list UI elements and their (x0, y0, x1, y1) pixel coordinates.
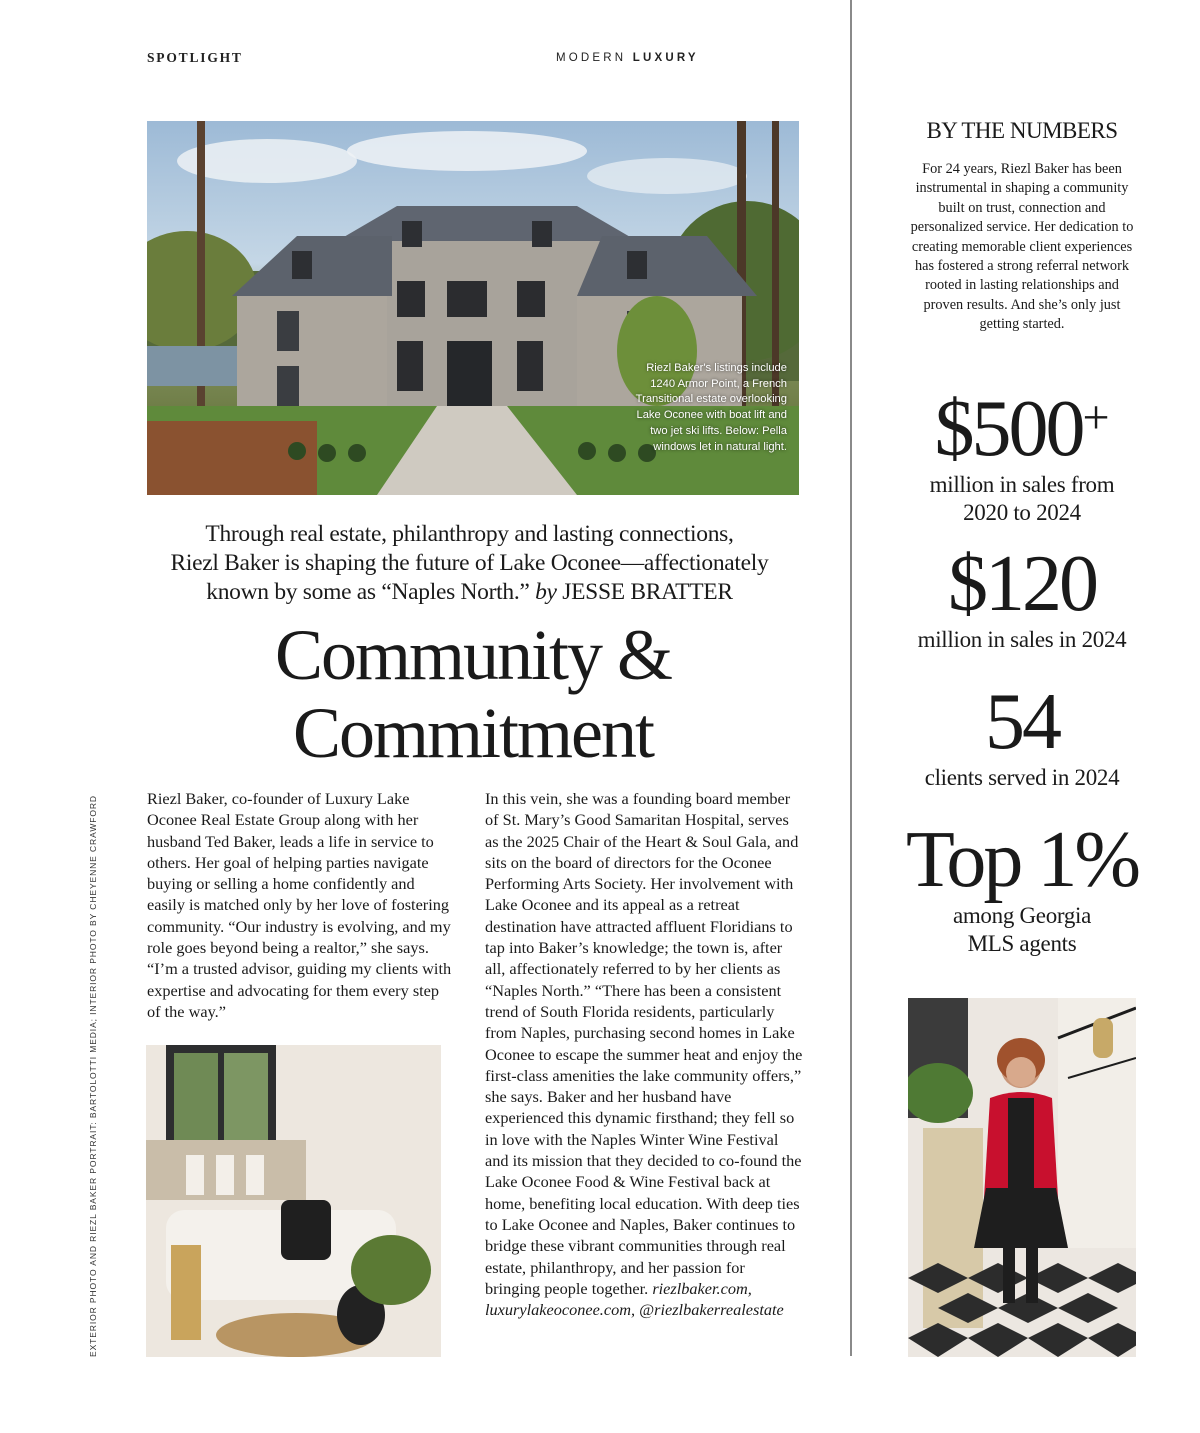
hero-photo-caption: Riezl Baker's listings include 1240 Armor Point, a French Transitional estate overlooking Lake Oconee with boat lift and two jet ski lifts. Below: Pella windows let in natural light. (635, 362, 787, 453)
stat-sales-2020-2024 (895, 376, 1149, 527)
body-column-2 (485, 788, 803, 1320)
deck-line-1: Through real estate, philanthropy and lasting connections, (205, 521, 734, 547)
body-column-1: Riezl Baker, co-founder of Luxury Lake Oconee Real Estate Group along with her husband Ted Baker, leads a life in service to others. Her goal of helping parties navigate buying or selling a home confidently and easily is matched only by her love of fostering community. “Our industry is evolving, and my role goes beyond being a realtor,” she says. “I’m a trusted advisor, guiding my clients with expertise and advocating for them every step of the way.” (147, 789, 452, 1021)
stat-value: $120 (948, 540, 1096, 628)
stat-value: 54 (985, 678, 1059, 766)
portrait-photo (908, 998, 1136, 1357)
portrait-illustration (908, 998, 1136, 1357)
title-line-1: Community & (274, 615, 672, 695)
stat-label: clients served in 2024 (924, 765, 1120, 790)
body-column-2-text: In this vein, she was a founding board member of St. Mary’s Good Samaritan Hospital, serves as the 2025 Chair of the Heart & Soul Gala, and sits on the board of directors for the Oconee Performing Arts Society. Her involvement with Lake Oconee and its appeal as a retreat destination have attracted affluent Floridians to tap into Baker’s knowledge; the town is, after all, affectionately referred to by her clients as “Naples North.” “There has been a consistent trend of South Florida residents, particularly from Naples, purchasing second homes in Lake Oconee to escape the summer heat and enjoy the first-class amenities the lake community offers,” she says. Baker and her husband have experienced this dynamic firsthand; they fell so in love with the Naples Winter Wine Festival and its mission that they decided to co-found the Lake Oconee Food & Wine Festival back at home, benefiting local education. With deep ties to Lake Oconee and Naples, Baker continues to bridge these vibrant communities through real estate, philanthropy, and her passion for bringing people together. (485, 789, 803, 1298)
deck-line-3: known by some as “Naples North.” (206, 579, 530, 605)
stat-label: million in sales from 2020 to 2024 (929, 472, 1115, 525)
column-divider (850, 0, 852, 1356)
title-line-2: Commitment (292, 693, 653, 773)
stat-clients-2024 (895, 680, 1149, 792)
interior-illustration (146, 1045, 441, 1357)
stat-suffix: + (1082, 391, 1110, 444)
stat-value: $500+ (934, 385, 1110, 473)
masthead-light: MODERN (556, 52, 627, 64)
byline-prefix: by (535, 579, 557, 605)
section-label: SPOTLIGHT (147, 50, 243, 65)
stat-label: among Georgia MLS agents (952, 903, 1092, 956)
byline-author: JESSE BRATTER (562, 579, 733, 605)
masthead-bold: LUXURY (632, 52, 699, 64)
sidebar-intro: For 24 years, Riezl Baker has been instrumental in shaping a community built on trust, connection and personalized service. Her dedication to creating memorable client experiences has fostered a strong referral network rooted in lasting relationships and proven results. And she’s only just getting started. (910, 161, 1134, 333)
sidebar-heading: BY THE NUMBERS (926, 118, 1118, 143)
stat-sales-2024 (895, 542, 1149, 654)
photo-credit: EXTERIOR PHOTO AND RIEZL BAKER PORTRAIT: BARTOLOTTI MEDIA; INTERIOR PHOTO BY CHEYENNE CRAWFORD (88, 795, 98, 1357)
article-title (147, 616, 799, 772)
stat-value: Top 1% (906, 816, 1138, 904)
deck-line-2: Riezl Baker is shaping the future of Lake Oconee—affectionately (170, 550, 769, 576)
stat-top-agents (895, 818, 1149, 958)
masthead-logo (556, 52, 699, 64)
article-deck (147, 520, 792, 607)
hero-photo-exterior (147, 121, 799, 495)
stat-label: million in sales in 2024 (917, 627, 1127, 652)
contact-links: riezlbaker.com, luxurylakeoconee.com, @riezlbakerrealestate (485, 1278, 784, 1320)
interior-photo (146, 1045, 441, 1357)
